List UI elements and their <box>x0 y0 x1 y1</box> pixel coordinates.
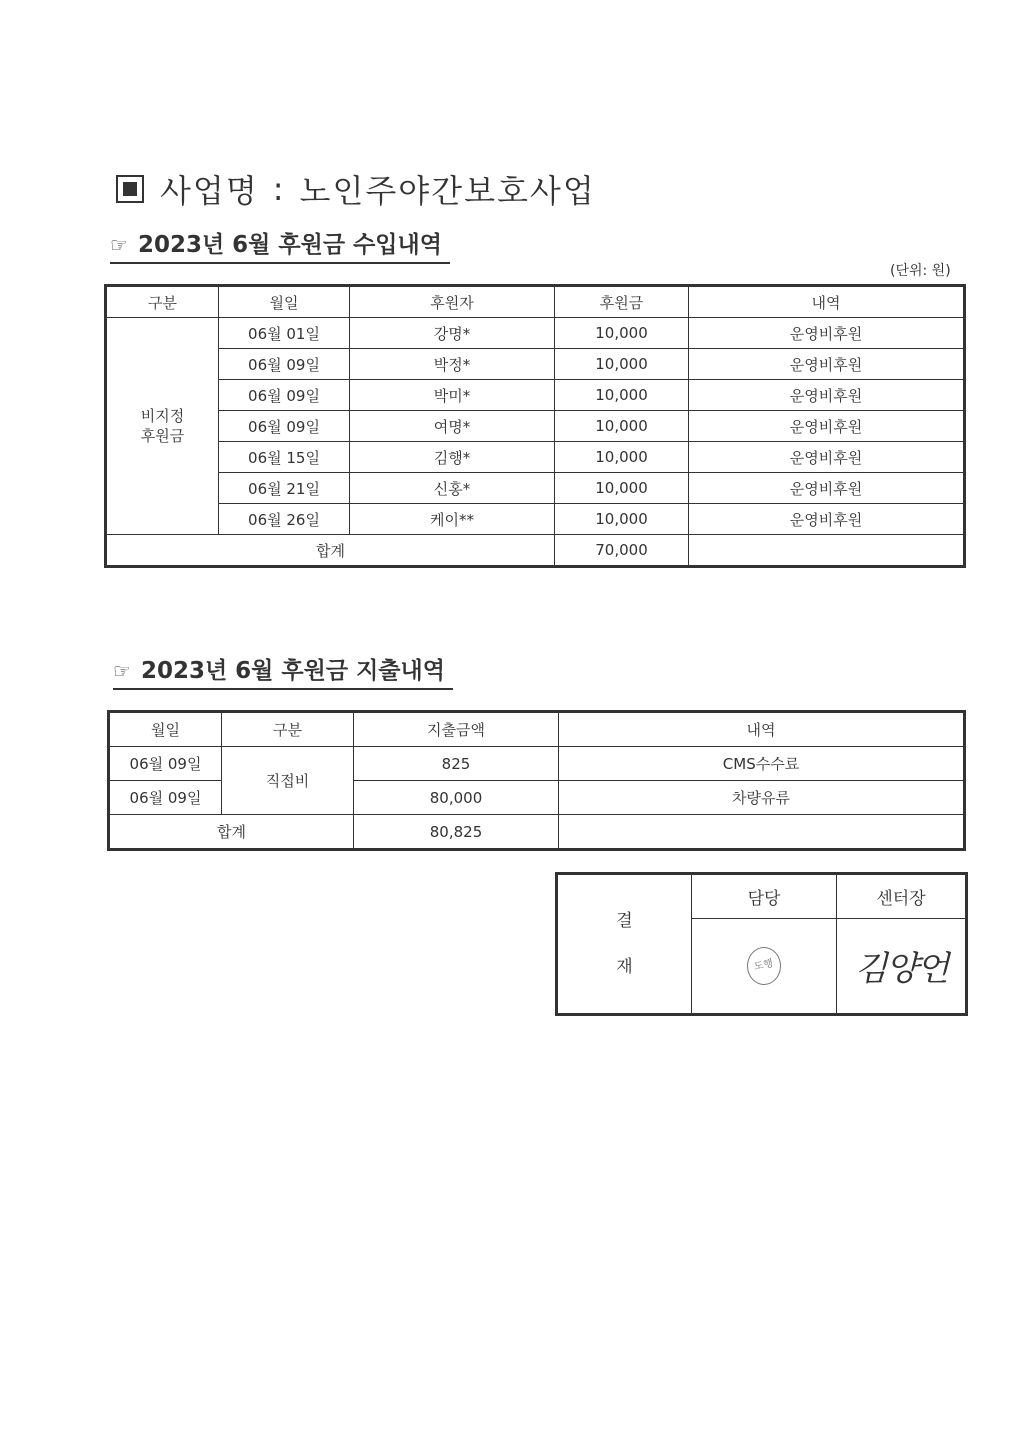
header-cell: 후원자 <box>350 286 555 318</box>
date-cell: 06월 09일 <box>219 411 350 442</box>
desc-cell: 운영비후원 <box>689 442 965 473</box>
stamp-text: 도행 <box>753 958 775 973</box>
header-cell: 후원금 <box>555 286 689 318</box>
donor-cell: 신홍* <box>350 473 555 504</box>
income-heading <box>110 226 450 264</box>
total-label: 합계 <box>109 815 354 850</box>
amount-cell: 10,000 <box>555 442 689 473</box>
approval-table <box>555 872 968 1016</box>
desc-cell: 운영비후원 <box>689 473 965 504</box>
donor-cell: 박정* <box>350 349 555 380</box>
income-heading-text: 2023년 6월 후원금 수입내역 <box>137 232 442 258</box>
seal-stamp <box>747 947 781 985</box>
date-cell: 06월 21일 <box>219 473 350 504</box>
amount-cell: 10,000 <box>555 349 689 380</box>
table-row <box>106 504 965 535</box>
total-row <box>106 535 965 567</box>
date-cell: 06월 26일 <box>219 504 350 535</box>
amount-cell: 10,000 <box>555 504 689 535</box>
approval-label-bottom: 재 <box>616 957 633 977</box>
expense-heading-text: 2023년 6월 후원금 지출내역 <box>140 658 445 684</box>
amount-cell: 10,000 <box>555 318 689 349</box>
date-cell: 06월 09일 <box>109 747 222 781</box>
table-row <box>106 349 965 380</box>
table-row <box>106 473 965 504</box>
amount-cell: 825 <box>354 747 559 781</box>
donor-cell: 김행* <box>350 442 555 473</box>
donor-cell: 케이** <box>350 504 555 535</box>
table-row <box>106 318 965 349</box>
date-cell: 06월 09일 <box>219 349 350 380</box>
page-title <box>116 166 596 212</box>
total-row <box>109 815 965 850</box>
header-cell: 내역 <box>689 286 965 318</box>
category-cell: 비지정 후원금 <box>106 318 219 535</box>
header-cell: 구분 <box>222 712 354 747</box>
amount-cell: 10,000 <box>555 380 689 411</box>
header-cell: 월일 <box>109 712 222 747</box>
desc-cell: 차량유류 <box>559 781 965 815</box>
title-value: 노인주야간보호사업 <box>299 172 596 210</box>
approval-label-top: 결 <box>616 911 633 931</box>
approval-label-cell <box>557 874 692 1015</box>
director-signature-cell <box>837 918 967 1014</box>
approval-col-staff: 담당 <box>692 874 837 919</box>
header-cell: 구분 <box>106 286 219 318</box>
approval-col-director: 센터장 <box>837 874 967 919</box>
total-label: 합계 <box>106 535 555 567</box>
total-amount: 80,825 <box>354 815 559 850</box>
total-desc <box>559 815 965 850</box>
header-cell: 월일 <box>219 286 350 318</box>
table-row <box>109 747 965 781</box>
income-table <box>104 284 966 568</box>
amount-cell: 10,000 <box>555 411 689 442</box>
expense-table <box>107 710 966 851</box>
expense-heading <box>113 652 453 690</box>
title-colon: : <box>272 170 286 208</box>
donor-cell: 강명* <box>350 318 555 349</box>
table-row <box>106 380 965 411</box>
desc-cell: 운영비후원 <box>689 318 965 349</box>
title-label: 사업명 <box>160 172 259 210</box>
category-cell: 직접비 <box>222 747 354 815</box>
desc-cell: 운영비후원 <box>689 349 965 380</box>
amount-cell: 80,000 <box>354 781 559 815</box>
desc-cell: 운영비후원 <box>689 411 965 442</box>
donor-cell: 박미* <box>350 380 555 411</box>
signature: 김양언 <box>854 949 948 990</box>
total-amount: 70,000 <box>555 535 689 567</box>
donor-cell: 여명* <box>350 411 555 442</box>
table-row <box>106 411 965 442</box>
square-bullet-icon <box>116 175 144 203</box>
date-cell: 06월 01일 <box>219 318 350 349</box>
amount-cell: 10,000 <box>555 473 689 504</box>
pointing-hand-icon: ☞ <box>113 659 131 683</box>
pointing-hand-icon: ☞ <box>110 233 128 257</box>
unit-label: (단위: 원) <box>890 263 951 279</box>
staff-stamp-cell <box>692 918 837 1014</box>
desc-cell: 운영비후원 <box>689 504 965 535</box>
desc-cell: CMS수수료 <box>559 747 965 781</box>
table-row <box>106 442 965 473</box>
total-desc <box>689 535 965 567</box>
table-header-row <box>106 286 965 318</box>
header-cell: 내역 <box>559 712 965 747</box>
header-cell: 지출금액 <box>354 712 559 747</box>
date-cell: 06월 15일 <box>219 442 350 473</box>
table-header-row <box>109 712 965 747</box>
desc-cell: 운영비후원 <box>689 380 965 411</box>
date-cell: 06월 09일 <box>109 781 222 815</box>
date-cell: 06월 09일 <box>219 380 350 411</box>
